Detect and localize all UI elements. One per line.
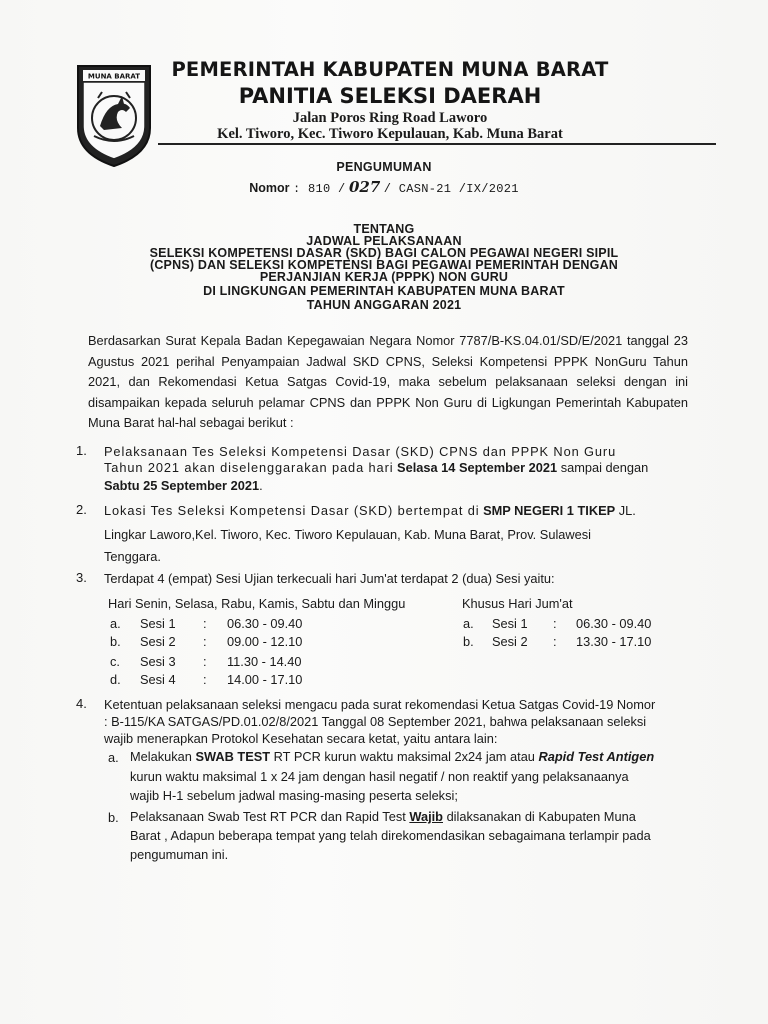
intro-paragraph: Berdasarkan Surat Kepala Badan Kepegawaian Negara Nomor 7787/B-KS.04.01/SD/E/2021 tanggal 23 Agustus 2021 perihal Penyampaian Jadwal SKD CPNS, Seleksi Kompetensi PPPK NonGuru Tahun 2021, dan Rekomendasi Ketua Satgas Covid-19, maka sebelum pelaksanaan seleksi dengan ini disampaikan kepada seluruh pelamar CPNS dan PPPK Non Guru di Ligkungan Pemerintah Kabupaten Muna Barat hal-hal sebagai berikut : <box>88 333 688 430</box>
session-colon: : <box>553 634 557 649</box>
protocol-letter-a: a. <box>108 750 119 765</box>
title-line-1: JADWAL PELAKSANAAN <box>306 234 462 248</box>
emblem-label: MUNA BARAT <box>87 72 141 81</box>
session-time: 09.00 - 12.10 <box>227 634 303 649</box>
session-colon: : <box>203 634 207 649</box>
protocol-letter-b: b. <box>108 810 119 825</box>
item-4-line-1: Ketentuan pelaksanaan seleksi mengacu pada surat rekomendasi Ketua Satgas Covid-19 Nomor <box>104 697 656 712</box>
protocol-b-line-2: Barat , Adapun beberapa tempat yang telah direkomendasikan sebagaimana terlampir pada <box>130 828 651 843</box>
rapid-test-emphasis: Rapid Test Antigen <box>538 749 655 764</box>
session-label: Sesi 2 <box>492 634 528 649</box>
item-2-line-3: Tenggara. <box>104 549 161 564</box>
nomor-label: Nomor <box>249 181 290 195</box>
session-time: 14.00 - 17.10 <box>227 672 303 687</box>
address-line-2: Kel. Tiworo, Kec. Tiworo Kepulauan, Kab. Muna Barat <box>217 126 563 142</box>
announcement-number <box>0 178 768 196</box>
nomor-handwritten: 027 <box>348 178 381 196</box>
announcement-label: PENGUMUMAN <box>336 160 432 174</box>
session-label: Sesi 3 <box>140 654 176 669</box>
item-1-line-3: Sabtu 25 September 2021. <box>104 478 263 493</box>
item-4-line-3: wajib menerapkan Protokol Kesehatan secara ketat, yaitu antara lain: <box>104 731 498 746</box>
venue-name: SMP NEGERI 1 TIKEP <box>483 503 616 518</box>
item-2-line-2: Lingkar Laworo,Kel. Tiworo, Kec. Tiworo Kepulauan, Kab. Muna Barat, Prov. Sulawesi <box>104 527 592 542</box>
title-line-6: TAHUN ANGGARAN 2021 <box>306 298 462 312</box>
item-4-line-2: : B-115/KA SATGAS/PD.01.02/8/2021 Tanggal 08 September 2021, bahwa pelaksanaan seleksi <box>104 714 647 729</box>
session-colon: : <box>203 616 207 631</box>
item-number-4: 4. <box>76 696 87 711</box>
session-time: 06.30 - 09.40 <box>227 616 303 631</box>
session-label: Sesi 2 <box>140 634 176 649</box>
session-letter: a. <box>110 616 121 631</box>
item-number-3: 3. <box>76 570 87 585</box>
nomor-suffix: / CASN-21 /IX/2021 <box>383 182 519 196</box>
protocol-a-line-2: kurun waktu maksimal 1 x 24 jam dengan hasil negatif / non reaktif yang pelaksanaanya <box>130 769 629 784</box>
session-time: 13.30 - 17.10 <box>576 634 652 649</box>
session-label: Sesi 1 <box>492 616 528 631</box>
swab-test-emphasis: SWAB TEST <box>195 749 271 764</box>
title-line-4: PERJANJIAN KERJA (PPPK) NON GURU <box>259 270 509 284</box>
weekday-heading: Hari Senin, Selasa, Rabu, Kamis, Sabtu dan Minggu <box>108 596 406 611</box>
friday-heading: Khusus Hari Jum'at <box>462 596 573 611</box>
item-1-line-2: Tahun 2021 akan diselenggarakan pada hari Selasa 14 September 2021 sampai dengan <box>104 460 649 475</box>
session-time: 06.30 - 09.40 <box>576 616 652 631</box>
protocol-a-line-3: wajib H-1 sebelum jadwal masing-masing peserta seleksi; <box>130 788 458 803</box>
session-colon: : <box>553 616 557 631</box>
protocol-b-line-3: pengumuman ini. <box>130 847 229 862</box>
title-line-5: DI LINGKUNGAN PEMERINTAH KABUPATEN MUNA BARAT <box>203 284 565 298</box>
item-3-line-1: Terdapat 4 (empat) Sesi Ujian terkecuali hari Jum'at terdapat 2 (dua) Sesi yaitu: <box>104 571 555 586</box>
session-colon: : <box>203 654 207 669</box>
session-letter: a. <box>463 616 474 631</box>
item-number-1: 1. <box>76 443 87 458</box>
end-date: Sabtu 25 September 2021 <box>104 478 260 493</box>
title-line-2: SELEKSI KOMPETENSI DASAR (SKD) BAGI CALON PEGAWAI NEGERI SIPIL <box>149 246 619 260</box>
session-letter: b. <box>463 634 474 649</box>
wajib-emphasis: Wajib <box>409 809 443 824</box>
item-number-2: 2. <box>76 502 87 517</box>
title-tentang: TENTANG <box>353 222 415 236</box>
session-label: Sesi 1 <box>140 616 176 631</box>
item-1-line-1: Pelaksanaan Tes Seleksi Kompetensi Dasar (SKD) CPNS dan PPPK Non Guru <box>104 444 617 459</box>
session-letter: d. <box>110 672 121 687</box>
government-title: PEMERINTAH KABUPATEN MUNA BARAT <box>171 58 609 81</box>
protocol-b-line-1: Pelaksanaan Swab Test RT PCR dan Rapid Test Wajib dilaksanakan di Kabupaten Muna <box>130 809 636 824</box>
muna-barat-emblem-icon <box>74 62 154 170</box>
header-divider <box>158 143 716 145</box>
session-colon: : <box>203 672 207 687</box>
session-letter: c. <box>110 654 120 669</box>
item-2-line-1: Lokasi Tes Seleksi Kompetensi Dasar (SKD) bertempat di SMP NEGERI 1 TIKEP JL. <box>104 503 636 518</box>
title-line-3: (CPNS) DAN SELEKSI KOMPETENSI BAGI PEGAWAI PEMERINTAH DENGAN <box>149 258 619 272</box>
address-line-1: Jalan Poros Ring Road Laworo <box>292 110 488 126</box>
session-letter: b. <box>110 634 121 649</box>
committee-title: PANITIA SELEKSI DAERAH <box>238 84 542 108</box>
session-time: 11.30 - 14.40 <box>227 654 302 669</box>
start-date: Selasa 14 September 2021 <box>397 460 558 475</box>
nomor-prefix: : 810 / <box>292 182 346 196</box>
session-label: Sesi 4 <box>140 672 176 687</box>
protocol-a-line-1: Melakukan SWAB TEST RT PCR kurun waktu maksimal 2x24 jam atau Rapid Test Antigen <box>130 749 655 764</box>
